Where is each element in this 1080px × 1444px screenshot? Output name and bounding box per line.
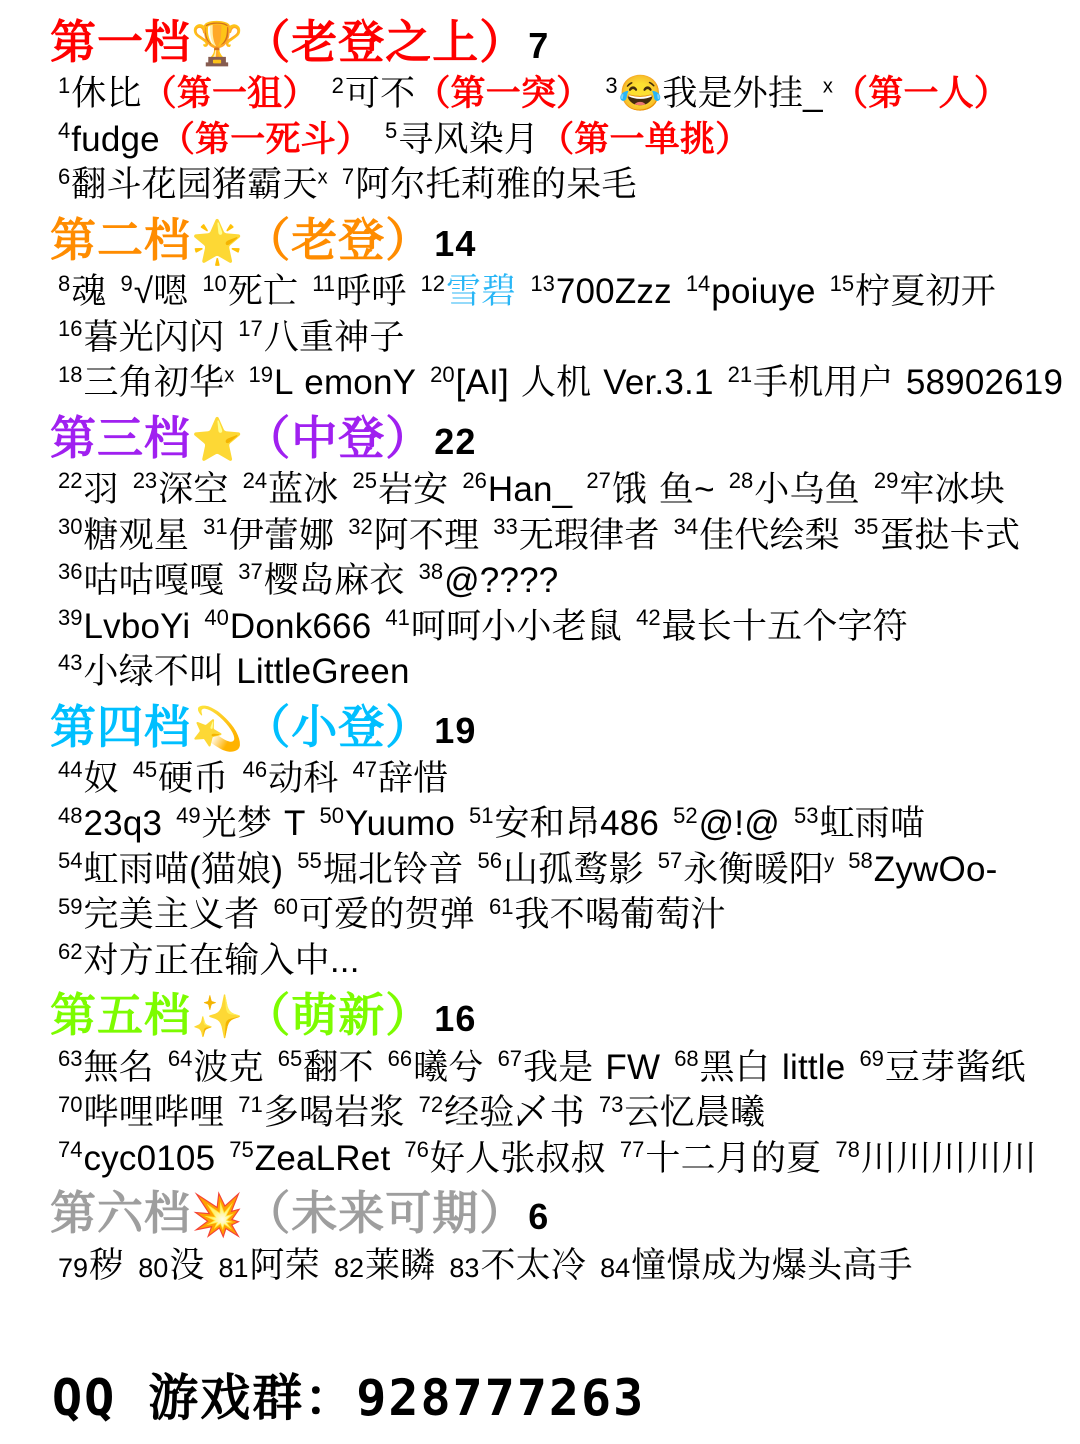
member-entry bbox=[658, 850, 835, 889]
member-index: 3 bbox=[605, 72, 618, 98]
member-entry bbox=[297, 850, 463, 889]
member-entry bbox=[352, 470, 448, 509]
member-index: 37 bbox=[238, 559, 263, 585]
member-entry bbox=[120, 272, 188, 311]
member-entry bbox=[462, 470, 572, 509]
member-name: 秽 bbox=[89, 1245, 125, 1285]
member-name: 暮光闪闪 bbox=[83, 317, 225, 357]
member-entry bbox=[58, 850, 283, 889]
member-index: 15 bbox=[829, 270, 855, 296]
member-entry bbox=[674, 1048, 845, 1087]
member-index: 30 bbox=[58, 513, 83, 539]
tier-count: 22 bbox=[434, 420, 477, 462]
member-index: 68 bbox=[674, 1046, 699, 1072]
member-name: 憧憬成为爆头高手 bbox=[631, 1245, 913, 1285]
member-entry bbox=[686, 272, 816, 311]
member-entry bbox=[58, 272, 106, 311]
member-index: 62 bbox=[58, 939, 83, 965]
tier-heading bbox=[50, 214, 1054, 267]
member-name-superscript: y bbox=[824, 851, 835, 874]
member-name: cyc0105 bbox=[83, 1138, 216, 1178]
member-index: 50 bbox=[319, 802, 345, 828]
member-index: 49 bbox=[176, 802, 201, 828]
member-entry bbox=[58, 1246, 124, 1285]
member-entry bbox=[58, 759, 119, 798]
member-name: 山孤鹜影 bbox=[502, 849, 644, 889]
member-name: 23q3 bbox=[83, 804, 163, 844]
member-name: 经验乄书 bbox=[444, 1093, 585, 1133]
member-index: 45 bbox=[132, 757, 158, 783]
member-index: 22 bbox=[58, 468, 83, 494]
member-name: L emonY bbox=[273, 363, 417, 403]
member-index: 20 bbox=[430, 361, 455, 387]
member-entry bbox=[312, 272, 406, 311]
member-name: Donk666 bbox=[229, 606, 372, 646]
member-index: 64 bbox=[167, 1046, 193, 1072]
member-entry bbox=[58, 318, 224, 357]
member-index: 59 bbox=[58, 893, 83, 919]
member-entry bbox=[874, 470, 1005, 509]
member-name: 😂我是外挂_ bbox=[618, 74, 823, 114]
member-index: 57 bbox=[657, 848, 683, 874]
member-entry bbox=[404, 1139, 606, 1178]
member-name: LvboYi bbox=[83, 606, 191, 646]
member-index: 25 bbox=[352, 468, 377, 494]
member-entry bbox=[176, 804, 305, 843]
member-index: 73 bbox=[598, 1091, 624, 1117]
member-index: 74 bbox=[58, 1137, 83, 1163]
member-index: 27 bbox=[586, 468, 611, 494]
member-entry bbox=[58, 941, 360, 980]
member-name: 小乌鱼 bbox=[754, 470, 860, 510]
member-name: 休比 bbox=[71, 74, 142, 114]
member-entry bbox=[352, 759, 448, 798]
member-entry bbox=[133, 759, 229, 798]
member-index: 2 bbox=[331, 72, 344, 98]
member-index: 48 bbox=[58, 802, 83, 828]
member-name: 好人张叔叔 bbox=[429, 1138, 606, 1178]
member-index: 31 bbox=[203, 513, 228, 539]
member-name: fudge bbox=[71, 119, 160, 159]
member-entry bbox=[449, 1246, 586, 1285]
member-entry bbox=[243, 470, 339, 509]
tier-subtitle: （萌新） bbox=[244, 989, 433, 1042]
member-entry bbox=[58, 363, 235, 402]
member-name: @???? bbox=[444, 561, 559, 601]
member-index: 6 bbox=[58, 163, 71, 189]
member-name: 堀北铃音 bbox=[322, 849, 464, 889]
member-entry bbox=[58, 1139, 215, 1178]
member-name: 完美主义者 bbox=[83, 895, 260, 935]
member-entry bbox=[848, 850, 997, 889]
member-entry bbox=[133, 470, 229, 509]
member-entry bbox=[219, 1246, 320, 1285]
member-name: poiuye bbox=[711, 272, 816, 312]
member-name: 岩安 bbox=[377, 470, 449, 510]
member-index: 72 bbox=[418, 1091, 444, 1117]
tier-heading bbox=[50, 16, 1054, 69]
member-entry bbox=[388, 1048, 484, 1087]
member-name: @!@ bbox=[698, 804, 780, 844]
member-entry bbox=[859, 1048, 1025, 1087]
tier-subtitle: （小登） bbox=[244, 700, 433, 753]
tier-member-list bbox=[58, 1045, 1054, 1182]
tier-member-list bbox=[58, 269, 1064, 406]
member-name: 我是 FW bbox=[523, 1047, 661, 1087]
member-name: ZywOo- bbox=[873, 849, 998, 889]
tier-emoji-icon: ⭐ bbox=[191, 415, 245, 463]
member-index: 1 bbox=[58, 72, 71, 98]
member-title-tag: （第一狙） bbox=[141, 74, 318, 114]
tier-emoji-icon: 💫 bbox=[191, 704, 245, 752]
member-index: 11 bbox=[312, 270, 336, 296]
member-name: 豆芽酱纸 bbox=[884, 1047, 1026, 1087]
member-name: 饿 鱼~ bbox=[611, 470, 715, 510]
member-index: 35 bbox=[853, 513, 879, 539]
member-entry bbox=[385, 120, 750, 159]
member-name: 波克 bbox=[193, 1047, 264, 1087]
member-index: 60 bbox=[273, 893, 298, 919]
member-entry bbox=[599, 1093, 765, 1132]
tier-title: 第一档 bbox=[50, 16, 191, 68]
member-index: 12 bbox=[420, 270, 445, 296]
member-name: 糖观星 bbox=[83, 515, 190, 555]
member-index: 82 bbox=[333, 1252, 364, 1283]
member-index: 39 bbox=[58, 604, 83, 630]
member-index: 16 bbox=[58, 316, 83, 342]
tier-subtitle: （中登） bbox=[244, 411, 433, 464]
member-title-tag: （第一人） bbox=[833, 74, 1010, 114]
member-index: 44 bbox=[58, 757, 83, 783]
member-index: 36 bbox=[58, 559, 83, 585]
tier-member-list bbox=[58, 467, 1054, 695]
member-name: 阿不理 bbox=[373, 515, 480, 555]
member-entry bbox=[478, 850, 644, 889]
member-entry bbox=[605, 74, 1009, 113]
member-entry bbox=[58, 120, 371, 159]
member-name-superscript: x bbox=[317, 166, 328, 189]
member-name: 死亡 bbox=[227, 272, 299, 312]
member-entry bbox=[586, 470, 714, 509]
member-entry bbox=[238, 1093, 404, 1132]
member-name: 永衡暖阳 bbox=[683, 849, 825, 889]
member-name: 柠夏初开 bbox=[855, 272, 996, 312]
member-entry bbox=[278, 1048, 374, 1087]
member-name: 硬币 bbox=[158, 758, 229, 798]
member-index: 66 bbox=[387, 1046, 413, 1072]
member-entry bbox=[419, 561, 559, 600]
member-entry bbox=[274, 895, 476, 934]
member-entry bbox=[204, 604, 372, 646]
member-entry bbox=[636, 604, 908, 646]
footer-qq-group: QQ 游戏群：928777263 bbox=[52, 1369, 646, 1427]
member-name: 手机用户 58902619 bbox=[753, 363, 1064, 403]
member-title-tag: （第一突） bbox=[415, 74, 592, 114]
member-entry bbox=[419, 1093, 585, 1132]
tier-title: 第三档 bbox=[50, 411, 191, 464]
member-entry bbox=[203, 513, 335, 555]
member-index: 19 bbox=[248, 361, 273, 387]
member-entry bbox=[58, 895, 260, 934]
tier-subtitle: （老登之上） bbox=[244, 16, 527, 68]
member-name: 雪碧 bbox=[445, 272, 517, 312]
member-entry bbox=[530, 272, 671, 311]
member-index: 47 bbox=[352, 757, 377, 783]
member-entry bbox=[348, 513, 480, 555]
member-name: 羽 bbox=[83, 470, 119, 510]
member-index: 58 bbox=[848, 848, 873, 874]
member-entry bbox=[830, 272, 996, 311]
member-entry bbox=[469, 804, 659, 843]
member-entry bbox=[334, 1246, 435, 1285]
member-index: 23 bbox=[132, 468, 158, 494]
member-name: 黑白 little bbox=[699, 1047, 846, 1087]
member-index: 7 bbox=[341, 163, 355, 189]
member-name: 曦兮 bbox=[413, 1047, 484, 1087]
member-entry bbox=[420, 272, 516, 311]
member-name: 哔哩哔哩 bbox=[83, 1093, 225, 1133]
member-entry bbox=[320, 804, 455, 843]
member-name: Han_ bbox=[487, 470, 573, 510]
member-entry bbox=[794, 804, 925, 843]
member-entry bbox=[342, 165, 637, 204]
tier-count: 19 bbox=[434, 709, 477, 751]
member-title-tag: （第一单挑） bbox=[539, 119, 751, 159]
member-entry bbox=[853, 513, 1021, 555]
member-name: 辞惜 bbox=[377, 758, 449, 798]
member-entry bbox=[729, 470, 860, 509]
member-index: 34 bbox=[673, 513, 699, 539]
member-entry bbox=[332, 74, 592, 113]
member-name: 牢冰块 bbox=[899, 470, 1005, 510]
tier-member-list bbox=[58, 71, 1054, 208]
tier-count: 14 bbox=[434, 222, 477, 264]
tier-emoji-icon: 🌟 bbox=[191, 217, 245, 265]
member-name: 多喝岩浆 bbox=[263, 1093, 405, 1133]
member-name: 伊蕾娜 bbox=[228, 515, 335, 555]
member-name: Yuumo bbox=[345, 804, 455, 844]
member-name: 700Zzz bbox=[555, 272, 672, 312]
tier-member-list bbox=[58, 1243, 1054, 1289]
member-index: 10 bbox=[202, 270, 227, 296]
member-name: 呼呼 bbox=[336, 272, 407, 312]
member-index: 21 bbox=[727, 361, 753, 387]
member-entry bbox=[385, 604, 623, 646]
member-name-superscript: x bbox=[822, 75, 834, 98]
member-index: 61 bbox=[489, 893, 514, 919]
member-index: 56 bbox=[477, 848, 502, 874]
member-index: 77 bbox=[619, 1137, 645, 1163]
member-index: 83 bbox=[449, 1252, 480, 1283]
member-entry bbox=[493, 513, 660, 555]
member-index: 13 bbox=[530, 270, 555, 296]
member-entry bbox=[58, 513, 190, 555]
member-index: 51 bbox=[469, 802, 494, 828]
member-index: 32 bbox=[348, 513, 373, 539]
member-index: 63 bbox=[58, 1046, 83, 1072]
member-index: 40 bbox=[204, 604, 229, 630]
member-index: 4 bbox=[58, 118, 71, 144]
tier-heading bbox=[50, 412, 1054, 465]
member-name: 深空 bbox=[158, 470, 229, 510]
member-name: 不太冷 bbox=[480, 1245, 587, 1285]
member-index: 14 bbox=[685, 270, 711, 296]
member-name: 魂 bbox=[71, 272, 107, 312]
member-entry bbox=[673, 804, 780, 843]
member-index: 67 bbox=[497, 1046, 523, 1072]
member-entry bbox=[202, 272, 298, 311]
member-entry bbox=[58, 804, 162, 843]
member-name: 八重神子 bbox=[263, 317, 405, 357]
member-entry bbox=[58, 561, 224, 600]
member-entry bbox=[58, 1093, 224, 1132]
member-index: 24 bbox=[242, 468, 268, 494]
member-name: 虹雨喵 bbox=[819, 804, 926, 844]
member-entry bbox=[58, 165, 328, 204]
member-title-tag: （第一死斗） bbox=[159, 119, 372, 159]
member-entry bbox=[229, 1139, 390, 1178]
tier-heading bbox=[50, 1187, 1054, 1240]
member-index: 18 bbox=[58, 361, 83, 387]
member-name: 小绿不叫 LittleGreen bbox=[83, 652, 410, 692]
tier-member-list bbox=[58, 756, 1054, 984]
member-entry bbox=[58, 74, 318, 113]
member-index: 43 bbox=[58, 650, 83, 676]
member-index: 26 bbox=[462, 468, 487, 494]
member-index: 29 bbox=[873, 468, 899, 494]
member-entry bbox=[238, 318, 404, 357]
member-index: 65 bbox=[277, 1046, 303, 1072]
tier-heading bbox=[50, 701, 1054, 754]
member-name: 無名 bbox=[83, 1047, 154, 1087]
member-name: 我不喝葡萄汁 bbox=[514, 895, 726, 935]
member-index: 71 bbox=[238, 1091, 263, 1117]
member-entry bbox=[673, 513, 840, 555]
member-name: 十二月的夏 bbox=[645, 1138, 822, 1178]
member-name: 川川川川川 bbox=[860, 1138, 1037, 1178]
member-name: 安和昂486 bbox=[494, 804, 660, 844]
member-name: 最长十五个字符 bbox=[661, 606, 908, 646]
member-index: 69 bbox=[859, 1046, 884, 1072]
member-name: 阿尔托莉雅的呆毛 bbox=[355, 165, 637, 205]
member-name: 呵呵小小老鼠 bbox=[410, 606, 623, 646]
member-name: 对方正在输入中... bbox=[83, 940, 360, 980]
member-entry bbox=[600, 1246, 913, 1285]
member-entry bbox=[58, 652, 410, 691]
member-index: 80 bbox=[138, 1252, 169, 1283]
member-name: [AI] 人机 Ver.3.1 bbox=[455, 363, 714, 403]
tier-count: 16 bbox=[434, 998, 477, 1040]
tier-title: 第四档 bbox=[50, 700, 191, 753]
member-index: 75 bbox=[229, 1137, 254, 1163]
member-name: 莱瞵 bbox=[365, 1245, 436, 1285]
member-entry bbox=[249, 363, 417, 402]
tier-count: 6 bbox=[528, 1196, 550, 1238]
member-name: 云忆晨曦 bbox=[624, 1093, 766, 1133]
member-index: 41 bbox=[385, 604, 410, 630]
tier-emoji-icon: ✨ bbox=[191, 993, 245, 1041]
member-entry bbox=[58, 604, 191, 646]
tier-subtitle: （未来可期） bbox=[244, 1187, 527, 1240]
member-index: 33 bbox=[493, 513, 518, 539]
member-entry bbox=[835, 1139, 1037, 1178]
member-index: 70 bbox=[58, 1091, 83, 1117]
member-entry bbox=[58, 1048, 154, 1087]
member-name: 无瑕律者 bbox=[518, 515, 660, 555]
member-name: 三角初华 bbox=[83, 363, 225, 403]
member-name: ZeaLRet bbox=[254, 1138, 391, 1178]
member-index: 8 bbox=[58, 270, 71, 296]
member-entry bbox=[243, 759, 339, 798]
member-name-superscript: x bbox=[224, 364, 235, 387]
member-index: 55 bbox=[297, 848, 322, 874]
member-index: 9 bbox=[120, 270, 133, 296]
member-name: 蛋挞卡式 bbox=[879, 515, 1021, 555]
tier-subtitle: （老登） bbox=[244, 213, 433, 266]
member-index: 38 bbox=[418, 559, 444, 585]
member-name: 虹雨喵(猫娘) bbox=[83, 849, 284, 889]
member-name: 寻风染月 bbox=[398, 119, 540, 159]
member-name: 动科 bbox=[268, 758, 339, 798]
member-name: 樱岛麻衣 bbox=[263, 561, 405, 601]
member-index: 76 bbox=[404, 1137, 429, 1163]
tier-title: 第五档 bbox=[50, 989, 191, 1042]
member-name: 佳代绘梨 bbox=[699, 515, 840, 555]
member-entry bbox=[138, 1246, 204, 1285]
member-name: 没 bbox=[169, 1245, 205, 1285]
member-entry bbox=[728, 363, 1064, 402]
tier-heading bbox=[50, 989, 1054, 1042]
member-name: 咕咕嘎嘎 bbox=[83, 561, 225, 601]
member-index: 53 bbox=[793, 802, 819, 828]
member-index: 52 bbox=[673, 802, 698, 828]
member-index: 28 bbox=[728, 468, 754, 494]
member-entry bbox=[238, 561, 404, 600]
tier-count: 7 bbox=[528, 25, 550, 66]
tier-emoji-icon: 💥 bbox=[191, 1191, 245, 1239]
member-entry bbox=[58, 470, 119, 509]
member-name: 蓝冰 bbox=[268, 470, 339, 510]
member-name: 翻斗花园猪霸天 bbox=[71, 165, 318, 205]
member-index: 79 bbox=[58, 1252, 89, 1283]
member-name: 光梦 T bbox=[201, 804, 306, 844]
member-index: 78 bbox=[835, 1137, 860, 1163]
member-name: 翻不 bbox=[303, 1047, 374, 1087]
member-name: 可爱的贺弹 bbox=[298, 895, 475, 935]
member-index: 54 bbox=[58, 848, 83, 874]
member-entry bbox=[168, 1048, 264, 1087]
member-index: 42 bbox=[636, 604, 661, 630]
member-index: 5 bbox=[385, 118, 398, 144]
member-index: 84 bbox=[600, 1252, 631, 1283]
member-index: 46 bbox=[242, 757, 268, 783]
tier-list bbox=[50, 16, 1064, 1288]
member-entry bbox=[498, 1048, 661, 1087]
member-entry bbox=[430, 363, 713, 402]
member-index: 17 bbox=[238, 316, 263, 342]
member-entry bbox=[620, 1139, 822, 1178]
member-name: 阿荣 bbox=[249, 1245, 320, 1285]
tier-title: 第二档 bbox=[50, 213, 191, 266]
tier-title: 第六档 bbox=[50, 1187, 191, 1240]
member-name: 可不 bbox=[344, 74, 416, 114]
member-entry bbox=[489, 895, 726, 934]
tier-emoji-icon: 🏆 bbox=[191, 20, 245, 67]
member-name: √嗯 bbox=[133, 272, 189, 312]
member-name: 奴 bbox=[83, 758, 119, 798]
member-index: 81 bbox=[218, 1252, 249, 1283]
